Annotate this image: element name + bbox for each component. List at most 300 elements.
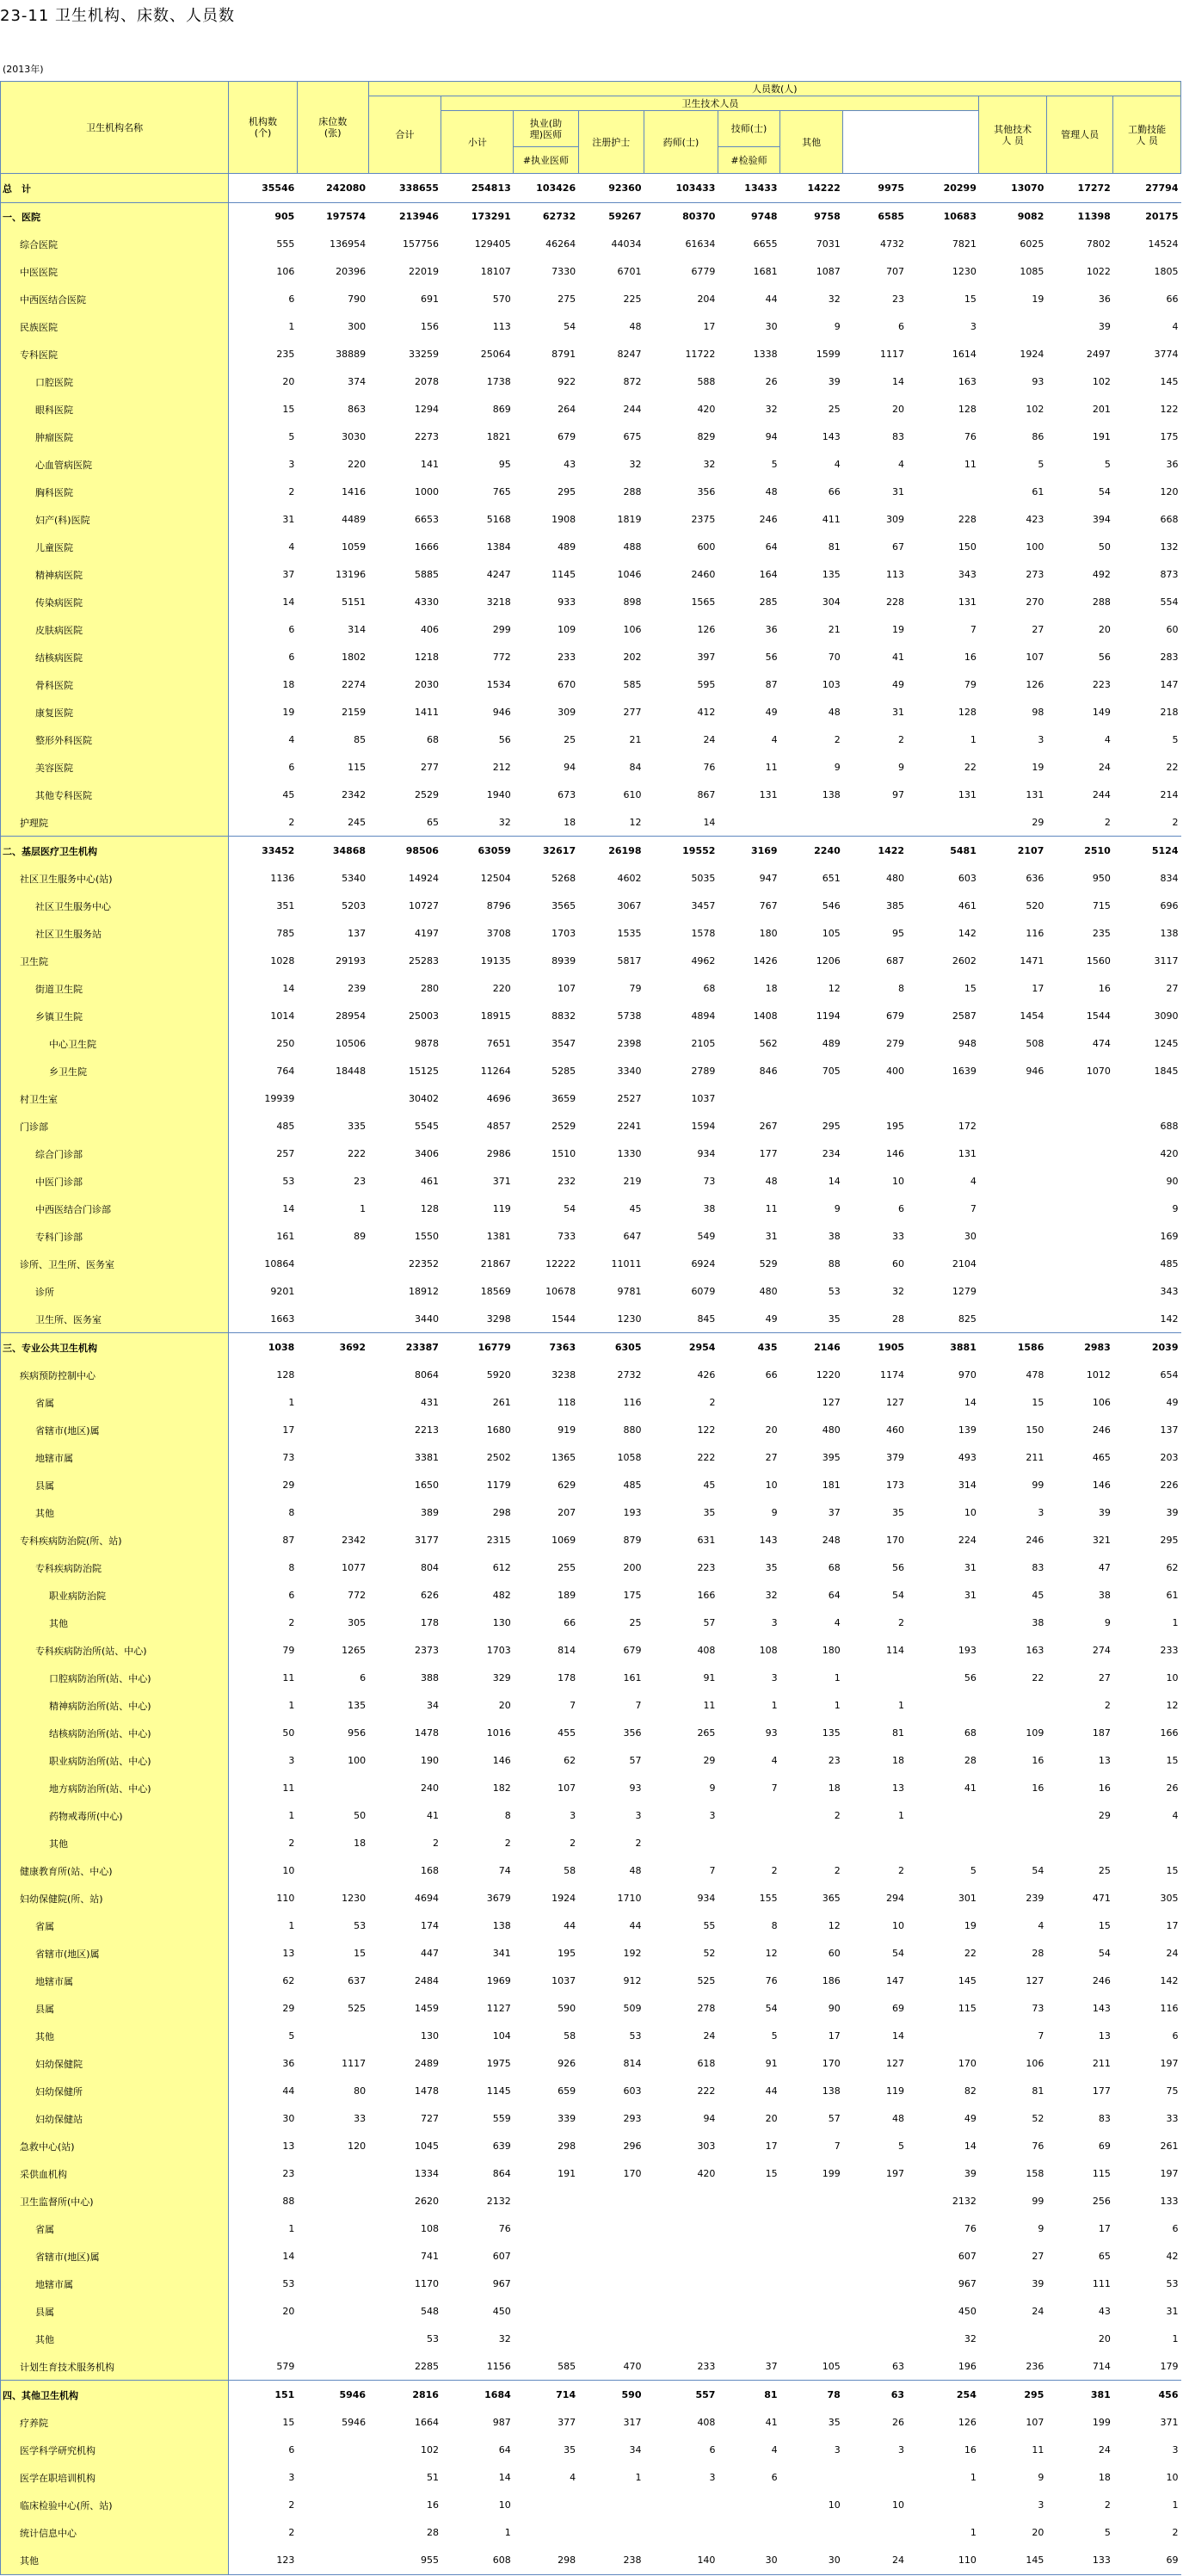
table-cell: 173 <box>886 1480 905 1491</box>
table-cell: 314 <box>348 624 367 635</box>
table-cell: 127 <box>886 1397 905 1408</box>
table-cell: 3 <box>1038 1507 1044 1518</box>
table-cell: 98506 <box>368 837 441 866</box>
table-cell: 226 <box>1160 1480 1179 1491</box>
table-cell: 53 <box>426 2333 439 2344</box>
table-cell: 2373 <box>414 1645 439 1656</box>
table-cell: 651 <box>822 873 841 884</box>
table-cell: 2 <box>288 2499 295 2511</box>
table-cell: 1703 <box>486 1645 511 1656</box>
table-cell: 39 <box>1032 2278 1044 2289</box>
table-cell: 60 <box>828 1948 841 1959</box>
table-cell: 1471 <box>1020 955 1044 967</box>
row-label: 二、基层医疗卫生机构 <box>1 837 229 866</box>
table-cell <box>843 2215 907 2243</box>
table-cell: 4 <box>970 1176 977 1187</box>
table-cell: 1294 <box>414 404 439 415</box>
table-cell: 204 <box>697 293 716 305</box>
table-cell: 58 <box>564 2030 576 2042</box>
table-cell: 36 <box>765 624 778 635</box>
table-cell: 485 <box>623 1480 642 1491</box>
table-cell: 5 <box>1104 459 1111 470</box>
table-cell: 11011 <box>611 1258 642 1269</box>
table-row <box>1 1774 1181 1802</box>
table-cell: 238 <box>578 2546 644 2575</box>
table-cell: 75 <box>1166 2085 1179 2097</box>
table-cell: 93 <box>765 1727 778 1739</box>
table-cell: 480 <box>759 1286 778 1297</box>
table-cell: 28 <box>426 2527 439 2538</box>
table-cell: 873 <box>1160 569 1179 580</box>
table-cell: 73 <box>282 1452 295 1463</box>
table-cell: 4 <box>1104 734 1111 745</box>
table-cell: 23 <box>892 293 905 305</box>
table-cell: 13 <box>892 1782 905 1794</box>
table-cell: 864 <box>492 2168 511 2179</box>
table-cell: 83 <box>892 431 905 442</box>
table-cell: 814 <box>558 1645 576 1656</box>
table-cell: 149 <box>1092 707 1111 718</box>
table-cell: 2240 <box>780 837 843 866</box>
row-label: 医学科学研究机构 <box>1 2436 229 2464</box>
table-cell: 1014 <box>270 1010 295 1022</box>
table-cell: 15 <box>964 293 977 305</box>
table-cell <box>718 2298 779 2325</box>
table-cell <box>780 2325 843 2353</box>
table-cell: 15 <box>964 983 977 994</box>
table-cell: 65 <box>1098 2251 1111 2262</box>
header-health-tech: 卫生技术人员 <box>441 96 979 111</box>
table-cell: 834 <box>1160 873 1179 884</box>
table-cell: 4 <box>834 459 841 470</box>
table-cell: 169 <box>1160 1231 1179 1242</box>
table-cell <box>907 479 979 505</box>
table-cell: 1 <box>288 1920 295 1931</box>
table-row <box>1 2298 1181 2325</box>
table-cell <box>644 2215 718 2243</box>
table-row <box>1 2078 1181 2104</box>
table-cell: 590 <box>558 2003 576 2014</box>
table-cell: 279 <box>886 1038 905 1049</box>
table-cell <box>297 2188 368 2215</box>
table-cell: 35 <box>765 1562 778 1573</box>
table-cell: 2132 <box>952 2196 977 2207</box>
table-cell: 1650 <box>414 1480 439 1491</box>
table-cell: 33 <box>354 2113 367 2124</box>
table-cell: 8 <box>288 1562 295 1573</box>
table-cell: 24 <box>703 2030 716 2042</box>
row-label: 疗养院 <box>1 2409 229 2436</box>
table-cell: 9 <box>771 1507 778 1518</box>
table-cell: 4247 <box>486 569 511 580</box>
table-cell: 64 <box>765 541 778 553</box>
table-cell: 49 <box>964 2113 977 2124</box>
table-cell: 6924 <box>691 1258 716 1269</box>
table-cell: 115 <box>958 2003 977 2014</box>
table-cell: 17 <box>765 2140 778 2152</box>
table-cell: 50 <box>282 1727 295 1739</box>
table-cell: 81 <box>828 541 841 553</box>
table-cell: 130 <box>420 2030 439 2042</box>
table-cell: 275 <box>558 293 576 305</box>
table-cell: 233 <box>697 2361 716 2372</box>
table-cell <box>843 2188 907 2215</box>
table-cell: 26 <box>1166 1782 1179 1794</box>
table-cell: 102 <box>1092 376 1111 387</box>
table-cell: 356 <box>623 1727 642 1739</box>
table-cell: 102 <box>1026 404 1044 415</box>
table-cell <box>1046 1306 1112 1333</box>
table-cell: 3457 <box>691 900 716 911</box>
table-cell <box>843 2298 907 2325</box>
header-technicians: 技师(士) <box>718 111 779 147</box>
row-label: 社区卫生服务中心(站) <box>1 865 229 892</box>
header-institutions: 机构数 (个) <box>229 82 298 174</box>
table-cell: 2107 <box>979 837 1047 866</box>
table-cell <box>718 2325 779 2353</box>
row-label: 骨科医院 <box>1 670 229 699</box>
table-cell: 235 <box>1092 928 1111 939</box>
row-label: 胸科医院 <box>1 479 229 505</box>
table-cell <box>1046 1140 1112 1167</box>
table-cell: 1 <box>635 2472 642 2483</box>
table-cell: 54 <box>564 321 576 332</box>
table-cell: 4 <box>288 541 295 553</box>
table-row <box>1 479 1181 505</box>
table-cell: 193 <box>958 1645 977 1656</box>
table-cell: 2587 <box>952 1010 977 1022</box>
table-cell: 626 <box>420 1590 439 1601</box>
table-cell: 15 <box>1166 1865 1179 1876</box>
table-cell <box>297 2491 368 2519</box>
table-cell: 23 <box>282 2168 295 2179</box>
table-cell: 790 <box>348 293 367 305</box>
table-cell: 12 <box>765 1948 778 1959</box>
table-cell: 1117 <box>880 349 905 360</box>
table-cell: 301 <box>958 1893 977 1904</box>
table-cell: 122 <box>697 1424 716 1436</box>
table-cell: 8832 <box>551 1010 576 1022</box>
table-cell: 2342 <box>342 789 367 800</box>
table-cell: 105 <box>822 2361 841 2372</box>
table-cell: 182 <box>492 1782 511 1794</box>
table-cell: 191 <box>558 2168 576 2179</box>
table-cell: 304 <box>822 596 841 608</box>
table-row <box>1 809 1181 837</box>
table-cell: 132 <box>1160 541 1179 553</box>
row-label: 健康教育所(站、中心) <box>1 1857 229 1884</box>
table-cell: 24 <box>1098 762 1111 773</box>
table-row <box>1 368 1181 395</box>
table-cell: 1975 <box>486 2058 511 2069</box>
table-cell: 19 <box>282 707 295 718</box>
table-cell <box>578 2325 644 2353</box>
table-cell: 155 <box>759 1893 778 1904</box>
table-cell: 5285 <box>551 1066 576 1077</box>
row-label: 诊所、卫生所、医务室 <box>1 1251 229 1277</box>
table-cell <box>1113 1085 1181 1112</box>
table-cell: 53 <box>828 1286 841 1297</box>
table-cell: 785 <box>276 928 295 939</box>
table-cell: 2 <box>834 1865 841 1876</box>
table-cell: 133 <box>1046 2546 1112 2575</box>
table-cell: 6025 <box>1020 238 1044 250</box>
table-cell: 61 <box>1032 486 1044 497</box>
table-cell: 1940 <box>486 789 511 800</box>
table-row <box>1 340 1181 368</box>
table-cell: 189 <box>558 1590 576 1601</box>
table-cell: 1012 <box>1086 1369 1111 1381</box>
table-cell: 99 <box>1032 1480 1044 1491</box>
table-cell: 27794 <box>1113 174 1181 203</box>
table-cell <box>297 1362 368 1388</box>
table-cell <box>780 2519 843 2546</box>
table-cell: 299 <box>492 624 511 635</box>
table-cell: 9 <box>1038 2472 1044 2483</box>
table-row <box>1 1472 1181 1498</box>
header-pharmacists: 药师(士) <box>644 111 718 174</box>
table-cell: 104 <box>492 2030 511 2042</box>
table-row <box>1 2133 1181 2159</box>
table-cell: 24 <box>843 2546 907 2575</box>
table-cell: 3 <box>771 1672 778 1683</box>
table-row <box>1 1857 1181 1884</box>
table-cell: 3 <box>1172 2444 1179 2456</box>
table-cell: 4 <box>1172 321 1179 332</box>
table-cell: 17 <box>1032 983 1044 994</box>
table-cell: 270 <box>1026 596 1044 608</box>
table-cell: 863 <box>348 404 367 415</box>
table-cell <box>644 2491 718 2519</box>
table-cell: 1805 <box>1154 266 1179 277</box>
row-label: 其他 <box>1 1498 229 1527</box>
table-cell: 35546 <box>229 174 298 203</box>
table-cell: 298 <box>492 1507 511 1518</box>
table-cell: 4 <box>771 2444 778 2456</box>
table-cell: 128 <box>958 707 977 718</box>
table-cell: 136954 <box>330 238 367 250</box>
table-cell: 9781 <box>617 1286 642 1297</box>
table-row <box>1 1582 1181 1609</box>
table-cell: 81 <box>718 2381 779 2410</box>
row-label: 口腔病防治所(站、中心) <box>1 1664 229 1692</box>
table-cell: 240 <box>420 1782 439 1794</box>
table-cell: 3 <box>970 321 977 332</box>
table-cell: 1070 <box>1086 1066 1111 1077</box>
table-cell: 293 <box>623 2113 642 2124</box>
table-cell: 2 <box>1172 817 1179 828</box>
table-cell: 33 <box>892 1231 905 1242</box>
table-row <box>1 2270 1181 2298</box>
table-cell: 7651 <box>486 1038 511 1049</box>
table-cell: 54 <box>892 1590 905 1601</box>
table-cell: 41 <box>426 1810 439 1821</box>
table-cell: 400 <box>886 1066 905 1077</box>
table-cell: 1038 <box>229 1333 298 1362</box>
table-cell: 2105 <box>691 1038 716 1049</box>
header-lab-technicians: #检验师 <box>718 147 779 174</box>
table-cell: 257 <box>276 1148 295 1159</box>
table-cell: 41 <box>964 1782 977 1794</box>
table-cell: 20 <box>892 404 905 415</box>
table-cell: 81 <box>1032 2085 1044 2097</box>
table-cell: 7 <box>709 1865 716 1876</box>
table-cell: 2 <box>898 1617 905 1628</box>
table-cell: 175 <box>1160 431 1179 442</box>
row-label: 其他 <box>1 1609 229 1637</box>
table-cell: 37 <box>765 2361 778 2372</box>
row-label: 县属 <box>1 1994 229 2023</box>
table-cell: 19135 <box>480 955 511 967</box>
table-cell: 608 <box>441 2546 514 2575</box>
table-cell: 3 <box>288 1755 295 1766</box>
table-cell: 116 <box>623 1397 642 1408</box>
row-label: 省辖市(地区)属 <box>1 1939 229 1968</box>
table-cell: 2398 <box>617 1038 642 1049</box>
table-cell: 93 <box>1032 376 1044 387</box>
table-cell: 10 <box>1166 1672 1179 1683</box>
table-cell: 4962 <box>691 955 716 967</box>
table-cell: 17 <box>1098 2223 1111 2234</box>
table-row <box>1 1664 1181 1692</box>
table-cell: 305 <box>348 1617 367 1628</box>
table-row <box>1 560 1181 589</box>
row-label: 三、专业公共卫生机构 <box>1 1333 229 1362</box>
row-label: 护理院 <box>1 809 229 837</box>
table-cell: 21867 <box>480 1258 511 1269</box>
table-cell: 239 <box>348 983 367 994</box>
table-cell: 295 <box>558 486 576 497</box>
table-cell: 10 <box>282 1865 295 1876</box>
table-cell: 19 <box>1032 293 1044 305</box>
table-cell: 179 <box>1160 2361 1179 2372</box>
table-cell <box>979 1277 1047 1306</box>
table-cell: 94 <box>765 431 778 442</box>
table-cell <box>780 1085 843 1112</box>
table-cell <box>843 1085 907 1112</box>
table-cell: 55 <box>703 1920 716 1931</box>
row-label: 结核病防治所(站、中心) <box>1 1719 229 1747</box>
row-label: 社区卫生服务站 <box>1 920 229 947</box>
table-cell: 31 <box>964 1562 977 1573</box>
table-cell: 145 <box>979 2546 1047 2575</box>
table-cell: 45 <box>703 1480 716 1491</box>
table-cell: 60 <box>1166 624 1179 635</box>
table-row <box>1 1085 1181 1112</box>
table-cell: 2 <box>898 734 905 745</box>
table-cell: 5946 <box>342 2417 367 2428</box>
table-cell: 31 <box>765 1231 778 1242</box>
table-cell: 8247 <box>617 349 642 360</box>
table-cell: 29 <box>1098 1810 1111 1821</box>
table-cell: 67 <box>892 541 905 553</box>
table-cell: 57 <box>828 2113 841 2124</box>
table-cell: 17 <box>1166 1920 1179 1931</box>
table-cell <box>718 2188 779 2215</box>
table-cell: 341 <box>492 1948 511 1959</box>
table-cell: 41 <box>892 652 905 663</box>
table-cell: 679 <box>558 431 576 442</box>
table-cell: 150 <box>1026 1424 1044 1436</box>
table-cell: 54 <box>1098 1948 1111 1959</box>
table-cell: 1845 <box>1154 1066 1179 1077</box>
table-cell: 612 <box>492 1562 511 1573</box>
table-cell: 673 <box>558 789 576 800</box>
table-cell <box>297 2464 368 2491</box>
table-cell <box>718 1802 779 1829</box>
table-cell: 6655 <box>753 238 778 250</box>
table-cell <box>514 2270 578 2298</box>
table-cell: 5738 <box>617 1010 642 1022</box>
table-body <box>1 174 1181 2575</box>
table-cell: 6701 <box>617 266 642 277</box>
table-cell: 2 <box>898 1865 905 1876</box>
row-label: 乡镇卫生院 <box>1 1002 229 1030</box>
table-cell: 1046 <box>617 569 642 580</box>
table-cell: 10506 <box>336 1038 367 1049</box>
table-cell: 48 <box>629 321 642 332</box>
table-cell: 3381 <box>414 1452 439 1463</box>
table-cell: 6 <box>1172 2030 1179 2042</box>
table-cell <box>907 809 979 837</box>
table-cell: 2273 <box>414 431 439 442</box>
table-cell: 145 <box>958 1975 977 1986</box>
row-label: 民族医院 <box>1 313 229 340</box>
table-cell: 2030 <box>414 679 439 690</box>
table-cell: 1544 <box>551 1313 576 1325</box>
table-row <box>1 781 1181 809</box>
table-cell <box>780 1829 843 1857</box>
table-cell: 321 <box>1092 1535 1111 1546</box>
table-cell: 13070 <box>979 174 1047 203</box>
table-cell: 489 <box>822 1038 841 1049</box>
table-cell: 3 <box>709 2472 716 2483</box>
table-cell: 2146 <box>780 1333 843 1362</box>
table-cell: 202 <box>623 652 642 663</box>
table-cell: 37 <box>828 1507 841 1518</box>
row-label: 总 计 <box>1 174 229 203</box>
table-cell: 62732 <box>514 203 578 231</box>
table-cell: 9 <box>1172 1203 1179 1214</box>
table-cell: 1802 <box>342 652 367 663</box>
table-cell: 6585 <box>843 203 907 231</box>
table-cell: 14524 <box>1148 238 1179 250</box>
table-cell: 3 <box>834 2444 841 2456</box>
table-cell: 2104 <box>952 1258 977 1269</box>
table-cell: 255 <box>558 1562 576 1573</box>
table-cell: 5946 <box>297 2381 368 2410</box>
row-label: 省属 <box>1 1912 229 1939</box>
table-cell: 1 <box>898 1700 905 1711</box>
table-cell: 14 <box>828 1176 841 1187</box>
row-label: 计划生育技术服务机构 <box>1 2353 229 2381</box>
table-cell: 3067 <box>617 900 642 911</box>
table-cell: 395 <box>822 1452 841 1463</box>
table-cell: 94 <box>564 762 576 773</box>
table-cell: 6 <box>288 762 295 773</box>
table-cell: 228 <box>886 596 905 608</box>
table-cell: 585 <box>623 679 642 690</box>
table-cell: 21 <box>828 624 841 635</box>
table-cell: 1550 <box>414 1231 439 1242</box>
table-cell: 115 <box>1092 2168 1111 2179</box>
table-cell: 142 <box>1160 1313 1179 1325</box>
table-cell: 880 <box>623 1424 642 1436</box>
table-cell: 765 <box>492 486 511 497</box>
table-cell: 2 <box>1104 1700 1111 1711</box>
table-cell: 489 <box>558 541 576 553</box>
table-cell: 7 <box>970 1203 977 1214</box>
